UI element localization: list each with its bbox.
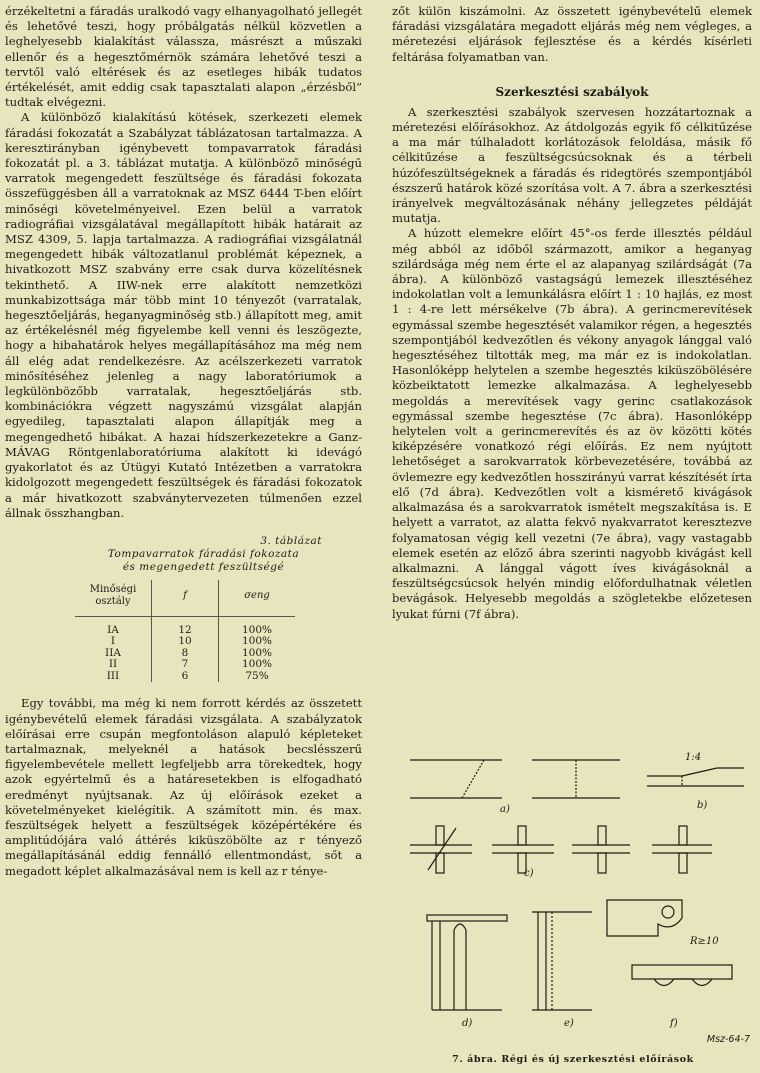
figure-f-keyhole (607, 900, 682, 936)
paragraph: érzékeltetni a fáradás uralkodó vagy elhanyagolható jellegét és lehetővé teszi, hogy próbálgatás nélkül közvetlen a leghelyesebb kialakítást válassza, másrészt a műszaki ellenőr és a hegesztőmérnök számára lehetővé teszi a tervtől való eltérések és az esetleges hibák tudatos értékelését, amit eddig csak tapasztalati alapon „érzésből” tudtak elvégezni. (5, 4, 362, 110)
table-title-line1: Tompavarratok fáradási fokozata (107, 547, 300, 560)
figure-label-e: e) (564, 1018, 574, 1029)
cell-f: 6 (152, 671, 219, 683)
cell-sigma: 100% (241, 623, 273, 636)
figure-radius-label: R≥10 (690, 936, 719, 947)
section-title: Szerkesztési szabályok (495, 84, 649, 99)
figure-slope-label: 1:4 (685, 752, 702, 763)
figure-a-old (410, 760, 502, 798)
cell-f: 7 (152, 659, 219, 671)
cell-class: III (106, 669, 120, 682)
figure-c-stiffener-1 (410, 826, 472, 873)
table-3 (5, 535, 362, 683)
paragraph: A húzott elemekre előírt 45°-os ferde illesztés például még abból az időből származott, amikor a heganyag szilárdsága még nem érte el az alapanyag szilárdságát (7a ábra). A különböző vastagságú lemezek illesztéséhez indokolatlan volt a lemunkálásra előírt 1 : 10 hajlás, ez most 1 : 4-re lett mérsékelve (7b ábra). A gerincmerevítések egymással szembe hegesztését valamikor régen, a hegesztés szempontjából kedvezőtlen és vékony anyagok lánggal való hegesztéséhez tiltották meg, ma már ez is indokolatlan. Hasonlóképp helytelen a szembe hegesztés kiküszöbölésére közbeiktatott lemezke alkalmazása. A leghelyesebb megoldás a merevítések vagy gerinc csatlakozások egymással szembe hegesztése (7c ábra). Hasonlóképp helytelen volt a gerincmerevítés és az öv közötti kötés kiképzésére vonatkozó régi előírás. Ez nem nyújtott lehetőséget a sarokvarratok körbevezetésére, továbbá az övlemezre egy kedvezőtlen hosszirányú varrat készítését írta elő (7d ábra). Kedvezőtlen volt a kismérető kivágások alkalmazása és a sarokvarratok ismételt megszakítása is. E helyett a varratot, az alatta fekvő nyakvarratot keresztezve folyamatosan végig kell vezetni (7e ábra), vagy vastagabb elemek esetén az előző ábra szerinti nagyobb kivágást kell alkalmazni. A lánggal vágott íves kivágásoknál a feszültségcsúcsok helyén mindig előfordulhatnak véletlen bevágások. Helyesebb megoldás a szögletekbe előzetesen lyukat fúrni (7f ábra). (392, 226, 752, 621)
paragraph: A különböző kialakítású kötések, szerkezeti elemek fáradási fokozatát a Szabályzat táblázatosan tartalmazza. A keresztirányban igénybevett tompavarratok fáradási fokozatát pl. a 3. táblázat mutatja. A különböző minőségű varratok megengedett feszültsége és fáradási fokozata összefüggésben áll a varratoknak az MSZ 6444 T-ben előírt minőségi követelményeivel. Ezen belül a varratok radiográfiai vizsgálatával megállapított hibák határait az MSZ 4309, 5. lapja tartalmazza. A radiográfiai vizsgálatnál megengedett hibák változatlanul problémát képeznek, a hivatkozott MSZ szabvány erre csak durva közelítésnek tekinthető. A IIW-nek erre alakított nemzetközi munkabizottsága már több mint 10 tényezőt (varratalak, hegesztőeljárás, heganyagminőség stb.) állapított meg, amit az értékelésnél még figyelembe kell venni és leszögezte, hogy a hibahatárok helyes megállapításához ma még nem áll elég adat rendelkezésre. Az acélszerkezeti varratok minősítéséhez jelenleg a nagy laboratóriumok a legkülönbözőbb varratalak, hegesztőeljárás stb. kombinációkra végzett nagyszámú vizsgálat alapján egyedileg, tapasztalati alapon állapítják meg a megengedhető hibákat. A hazai hídszerkezetekre a Ganz-MÁVAG Röntgenlaboratóriuma alakított ki idevágó gyakorlatot és az Útügyi Kutató Intézetben a varratokra kidolgozott megengedett feszültségek és fáradási fokozatok a már hivatkozott szabványtervezeten túlmenően ezzel állnak összhangban. (5, 110, 362, 520)
cell-f: 12 (152, 616, 219, 636)
table-row (75, 671, 295, 683)
table-number: 3. táblázat (260, 534, 322, 547)
paragraph: A szerkesztési szabályok szervesen hozzátartoznak a méretezési előírásokhoz. Az átdolgozás egyik fő célkitűzése a ma már túlhaladott korlátozások feloldása, másik fő célkitűzése a feszültségcsúcsoknak és a térbeli húzófeszültségeknek a fáradás és ridegtörés szempontjából észszerű határok közé szorítása volt. A 7. ábra a szerkesztési irányelvek megváltozásának néhány jellegzetes példáját mutatja. (392, 104, 752, 226)
figure-e-continuous-weld (532, 912, 592, 1010)
figure-label-a: a) (500, 804, 510, 815)
header-class: Minőségi osztály (75, 580, 152, 617)
cell-f: 8 (152, 648, 219, 660)
figure-f-cutout (632, 965, 732, 986)
figure-d-connection (427, 915, 507, 1010)
figure-c-stiffener-2 (492, 826, 554, 873)
header-f: f (152, 580, 219, 617)
figure-label-c: c) (524, 868, 534, 879)
figure-c-stiffener-3 (572, 826, 630, 873)
figure-7 (392, 740, 754, 1065)
figure-b-transition (647, 768, 744, 786)
header-sigma: σeng (219, 580, 296, 617)
cell-f: 10 (152, 636, 219, 648)
paragraph: zőt külön kiszámolni. Az összetett igénybevételű elemek fáradási vizsgálatára megadott eljárás még nem végleges, a méretezési eljárások fejlesztése és a kérdés kísérleti feltárása folyamatban van. (392, 4, 752, 64)
figure-caption: 7. ábra. Régi és új szerkesztési előírások (452, 1054, 694, 1065)
cell-class: IIA (105, 646, 121, 659)
table-row (75, 616, 295, 636)
figure-a-new (532, 760, 620, 798)
left-column (5, 4, 362, 879)
paragraph: Egy további, ma még ki nem forrott kérdés az összetett igénybevételű elemek fáradási vizsgálata. A szabályzatok előírásai erre csupán megfontoláson alapuló képleteket tartalmaznak, melyeknél a hatások becslésszerű figyelembevétele mellett legfeljebb arra törekedtek, hogy azok egyértelmű és a határesetekben is elfogadható eredményt nyújtsanak. Az új előírások ezeket a követelményeket kielégítik. A számított min. és max. feszültségek helyett a feszültségek középértékére és amplitúdójára való áttérés kiküszöbölte az r tényező megállapításánál eddig fennálló ellentmondást, sőt a megadott képlet alkalmazásával nem is kell az r ténye- (5, 696, 362, 878)
figure-label-f: f) (670, 1018, 678, 1029)
right-column (392, 4, 752, 622)
cell-sigma: 75% (245, 669, 269, 682)
cell-class: IA (107, 623, 119, 636)
table-title-line2: és megengedett feszültségé (122, 560, 285, 573)
cell-sigma: 100% (241, 646, 273, 659)
cell-sigma: 100% (241, 658, 273, 671)
figure-c-stiffener-4 (652, 826, 712, 873)
cell-sigma: 100% (241, 635, 273, 648)
fatigue-table (75, 580, 295, 683)
cell-class: I (110, 635, 116, 648)
figure-label-b: b) (697, 800, 708, 811)
cell-class: II (108, 658, 118, 671)
figure-drawing (392, 740, 754, 1050)
figure-code: Msz-64-7 (706, 1034, 750, 1045)
figure-label-d: d) (462, 1018, 473, 1029)
